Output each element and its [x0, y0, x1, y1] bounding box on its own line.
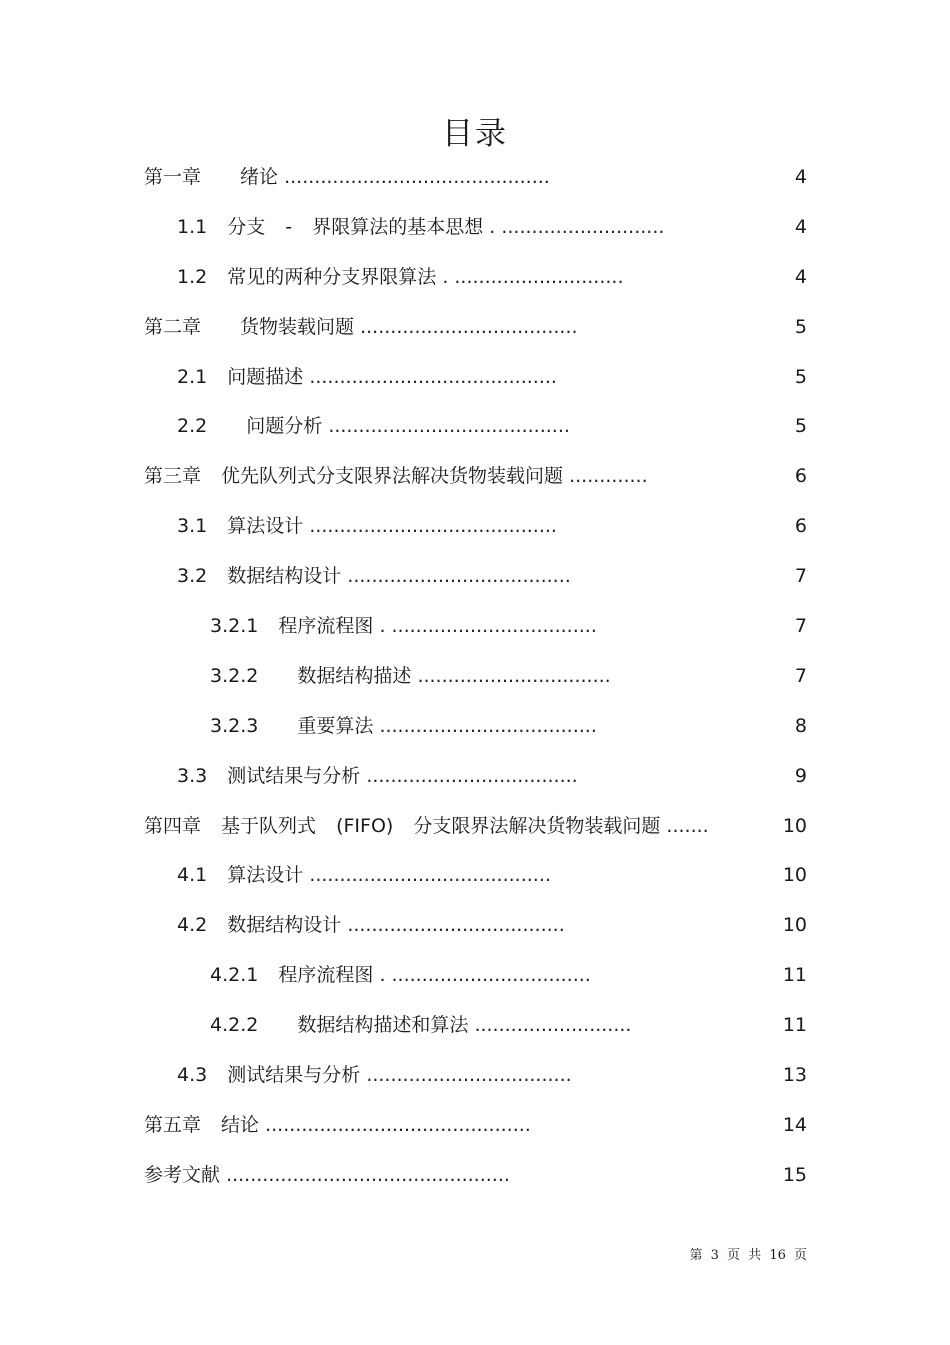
toc-dot-leader: ..................................: [366, 1064, 572, 1087]
toc-entry-text: [144, 452, 648, 502]
toc-entry-title: 3.3 测试结果与分析: [177, 764, 361, 787]
toc-entry-title: 3.1 算法设计: [177, 515, 304, 538]
toc-entry[interactable]: [0, 652, 950, 702]
toc-page-number: 5: [794, 315, 807, 338]
toc-entry-text: [210, 1001, 631, 1051]
toc-entry-title: 4.2 数据结构设计: [177, 914, 342, 937]
toc-page-number: 9: [794, 764, 807, 787]
toc-entry[interactable]: [0, 1151, 950, 1201]
toc-entry-text: [177, 552, 571, 602]
toc-entry[interactable]: [0, 1101, 950, 1151]
toc-entry-text: [177, 253, 624, 303]
toc-entry[interactable]: [0, 353, 950, 403]
toc-entry-title: 3.2.2 数据结构描述: [210, 664, 412, 687]
toc-dot-leader: . .................................: [379, 964, 591, 987]
toc-dot-leader: ............................................: [284, 166, 550, 188]
toc-dot-leader: ...............................................: [226, 1163, 510, 1186]
toc-entry[interactable]: [0, 1001, 950, 1051]
toc-page-number: 10: [782, 914, 807, 937]
toc-entry-title: 2.2 问题分析: [177, 415, 323, 438]
toc-entry[interactable]: [0, 802, 950, 852]
toc-dot-leader: ....................................: [379, 714, 597, 737]
toc-entry-title: 3.2.3 重要算法: [210, 714, 374, 737]
toc-page-number: 4: [794, 265, 807, 288]
toc-entry-title: 第一章 绪论: [144, 166, 279, 188]
toc-entry[interactable]: [0, 552, 950, 602]
toc-entry[interactable]: [0, 402, 950, 452]
toc-entry[interactable]: [0, 702, 950, 752]
toc-page-number: 10: [782, 864, 807, 887]
toc-entry-text: [177, 1051, 572, 1101]
table-of-contents: [0, 153, 950, 1201]
toc-dot-leader: .........................................: [309, 515, 557, 538]
toc-dot-leader: ............................................: [265, 1113, 531, 1136]
toc-entry[interactable]: [0, 851, 950, 901]
toc-entry-text: [144, 303, 578, 353]
toc-entry[interactable]: [0, 153, 950, 203]
toc-dot-leader: ....................................: [347, 914, 565, 937]
toc-dot-leader: ..........................: [474, 1014, 632, 1037]
toc-entry-text: [210, 602, 597, 652]
toc-entry-title: 4.2.1 程序流程图: [210, 964, 374, 987]
toc-entry-title: 第三章 优先队列式分支限界法解决货物装载问题: [144, 465, 564, 488]
toc-entry-text: [177, 502, 557, 552]
toc-entry-text: [144, 153, 550, 203]
toc-dot-leader: ........................................: [328, 415, 570, 438]
toc-entry[interactable]: [0, 452, 950, 502]
toc-entry[interactable]: [0, 1051, 950, 1101]
toc-entry-title: 4.2.2 数据结构描述和算法: [210, 1014, 469, 1037]
toc-page-number: 4: [794, 215, 807, 238]
toc-dot-leader: . ............................: [442, 265, 624, 288]
toc-dot-leader: . ...........................: [489, 215, 665, 238]
toc-entry[interactable]: [0, 901, 950, 951]
toc-entry-title: 第二章 货物装载问题: [144, 315, 355, 338]
toc-entry[interactable]: [0, 502, 950, 552]
toc-entry[interactable]: [0, 752, 950, 802]
toc-dot-leader: .............: [569, 465, 648, 488]
toc-entry-text: [144, 1151, 510, 1201]
toc-page-number: 10: [782, 814, 807, 837]
toc-entry-title: 4.3 测试结果与分析: [177, 1064, 361, 1087]
toc-page-number: 6: [794, 465, 807, 488]
toc-dot-leader: .......: [666, 814, 709, 837]
toc-entry-text: [144, 1101, 531, 1151]
toc-entry-title: 第四章 基于队列式 (FIFO) 分支限界法解决货物装载问题: [144, 814, 661, 837]
toc-entry-text: [210, 951, 591, 1001]
toc-page-number: 7: [794, 565, 807, 588]
toc-entry-title: 1.1 分支 - 界限算法的基本思想: [177, 215, 484, 238]
page-footer: 第 3 页 共 16 页: [689, 1248, 807, 1263]
toc-dot-leader: .....................................: [347, 565, 571, 588]
toc-entry-title: 2.1 问题描述: [177, 365, 304, 388]
toc-dot-leader: ........................................: [309, 864, 551, 887]
toc-page-number: 14: [782, 1113, 807, 1136]
toc-entry[interactable]: [0, 602, 950, 652]
toc-page-number: 4: [794, 166, 807, 188]
toc-page-number: 11: [782, 964, 807, 987]
toc-dot-leader: .........................................: [309, 365, 557, 388]
page-title: 目录: [442, 116, 508, 152]
toc-dot-leader: ................................: [417, 664, 611, 687]
toc-entry-title: 4.1 算法设计: [177, 864, 304, 887]
toc-entry[interactable]: [0, 951, 950, 1001]
toc-page-number: 13: [782, 1064, 807, 1087]
toc-entry-text: [177, 203, 664, 253]
toc-entry-title: 参考文献: [144, 1163, 221, 1186]
toc-page-number: 11: [782, 1014, 807, 1037]
toc-entry-text: [177, 901, 565, 951]
toc-entry-text: [210, 652, 611, 702]
toc-page-number: 5: [794, 365, 807, 388]
toc-dot-leader: . ..................................: [379, 615, 597, 638]
toc-entry-title: 1.2 常见的两种分支界限算法: [177, 265, 437, 288]
toc-dot-leader: ...................................: [366, 764, 578, 787]
toc-entry[interactable]: [0, 303, 950, 353]
toc-page-number: 15: [782, 1163, 807, 1186]
toc-entry[interactable]: [0, 203, 950, 253]
toc-entry-title: 第五章 结论: [144, 1113, 260, 1136]
toc-entry-text: [177, 752, 578, 802]
toc-entry[interactable]: [0, 253, 950, 303]
toc-entry-title: 3.2.1 程序流程图: [210, 615, 374, 638]
toc-page-number: 7: [794, 664, 807, 687]
toc-entry-text: [177, 353, 557, 403]
toc-page-number: 5: [794, 415, 807, 438]
toc-entry-title: 3.2 数据结构设计: [177, 565, 342, 588]
toc-entry-text: [210, 702, 597, 752]
toc-entry-text: [144, 802, 709, 852]
toc-entry-text: [177, 402, 570, 452]
toc-dot-leader: ....................................: [360, 315, 578, 338]
toc-page-number: 6: [794, 515, 807, 538]
toc-entry-text: [177, 851, 551, 901]
toc-page-number: 8: [794, 714, 807, 737]
toc-page-number: 7: [794, 615, 807, 638]
